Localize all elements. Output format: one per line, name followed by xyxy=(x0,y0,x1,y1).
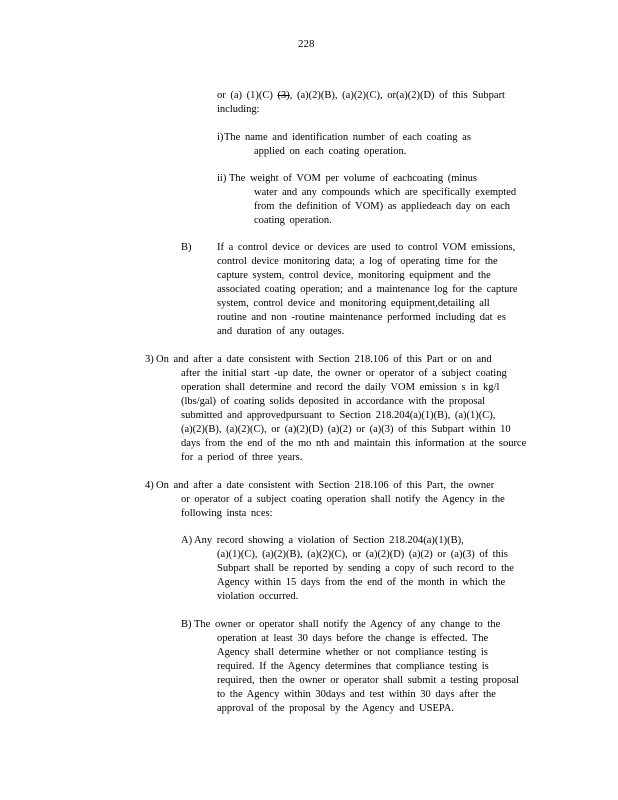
intro-line-1 xyxy=(217,91,505,102)
item-3-line: On and after a date consistent with Section 218.106 of this Part or on and xyxy=(156,354,492,365)
item-3-line: days from the end of the mo nth and maintain this information at the source xyxy=(181,438,527,449)
sub-4b-line: The owner or operator shall notify the Agency of any change to the xyxy=(194,619,501,630)
intro-text-after: , (a)(2)(B), (a)(2)(C), or(a)(2)(D) of this Subpart xyxy=(289,90,505,101)
intro-text-before: or (a) (1)(C) xyxy=(217,90,273,101)
sub-4a-line: Any record showing a violation of Section 218.204(a)(1)(B), xyxy=(194,535,464,546)
sub-4b-line: required. If the Agency determines that compliance testing is xyxy=(217,661,489,672)
item-3-line: (a)(2)(B), (a)(2)(C), or (a)(2)(D) (a)(2) or (a)(3) of this Subpart within 10 xyxy=(181,424,511,435)
sub-ii-line: from the definition of VOM) as appliedeach day on each xyxy=(254,201,511,212)
sub-i-marker: i) xyxy=(217,132,224,143)
item-3-line: submitted and approvedpursuant to Section 218.204(a)(1)(B), (a)(1)(C), xyxy=(181,410,496,421)
sub-4a-marker: A) xyxy=(181,535,193,546)
item-3-line: for a period of three years. xyxy=(181,452,303,463)
item-3-line: after the initial start -up date, the owner or operator of a subject coating xyxy=(181,368,507,379)
sub-4b-marker: B) xyxy=(181,619,192,630)
sub-i-line: The name and identification number of each coating as xyxy=(224,132,471,143)
sub-ii-line: coating operation. xyxy=(254,215,332,226)
sub-ii-line: The weight of VOM per volume of eachcoating (minus xyxy=(229,173,477,184)
sub-4a-line: (a)(1)(C), (a)(2)(B), (a)(2)(C), or (a)(2)(D) (a)(2) or (a)(3) of this xyxy=(217,549,508,560)
item-4-line: or operator of a subject coating operation shall notify the Agency in the xyxy=(181,494,505,505)
item-4-line: following insta nces: xyxy=(181,508,273,519)
sub-i-line: applied on each coating operation. xyxy=(254,146,407,157)
item-3-line: (lbs/gal) of coating solids deposited in accordance with the proposal xyxy=(181,396,486,407)
item-b-line: capture system, control device, monitoring equipment and the xyxy=(217,270,491,281)
sub-4b-line: Agency shall determine whether or not compliance testing is xyxy=(217,647,488,658)
sub-4b-line: required, then the owner or operator shall submit a testing proposal xyxy=(217,675,519,686)
item-b-line: and duration of any outages. xyxy=(217,326,345,337)
intro-struck-text: (3) xyxy=(277,90,290,101)
item-4-line: On and after a date consistent with Section 218.106 of this Part, the owner xyxy=(156,480,495,491)
item-b-line: system, control device and monitoring equipment,detailing all xyxy=(217,298,490,309)
item-b-line: If a control device or devices are used to control VOM emissions, xyxy=(217,242,516,253)
sub-4a-line: violation occurred. xyxy=(217,591,299,602)
item-4-marker: 4) xyxy=(145,480,154,491)
sub-ii-line: water and any compounds which are specifically exempted xyxy=(254,187,517,198)
item-b-marker: B) xyxy=(181,242,192,253)
sub-4a-line: Subpart shall be reported by sending a copy of such record to the xyxy=(217,563,514,574)
item-3-marker: 3) xyxy=(145,354,154,365)
sub-4b-line: approval of the proposal by the Agency and USEPA. xyxy=(217,703,454,714)
item-b-line: routine and non -routine maintenance performed including dat es xyxy=(217,312,506,323)
intro-line-2: including: xyxy=(217,104,260,115)
item-3-line: operation shall determine and record the daily VOM emission s in kg/l xyxy=(181,382,500,393)
sub-4b-line: to the Agency within 30days and test within 30 days after the xyxy=(217,689,496,700)
sub-ii-marker: ii) xyxy=(217,173,227,184)
item-b-line: associated coating operation; and a maintenance log for the capture xyxy=(217,284,518,295)
sub-4b-line: operation at least 30 days before the change is effected. The xyxy=(217,633,489,644)
sub-4a-line: Agency within 15 days from the end of the month in which the xyxy=(217,577,506,588)
item-b-line: control device monitoring data; a log of operating time for the xyxy=(217,256,498,267)
page-number: 228 xyxy=(298,38,315,50)
